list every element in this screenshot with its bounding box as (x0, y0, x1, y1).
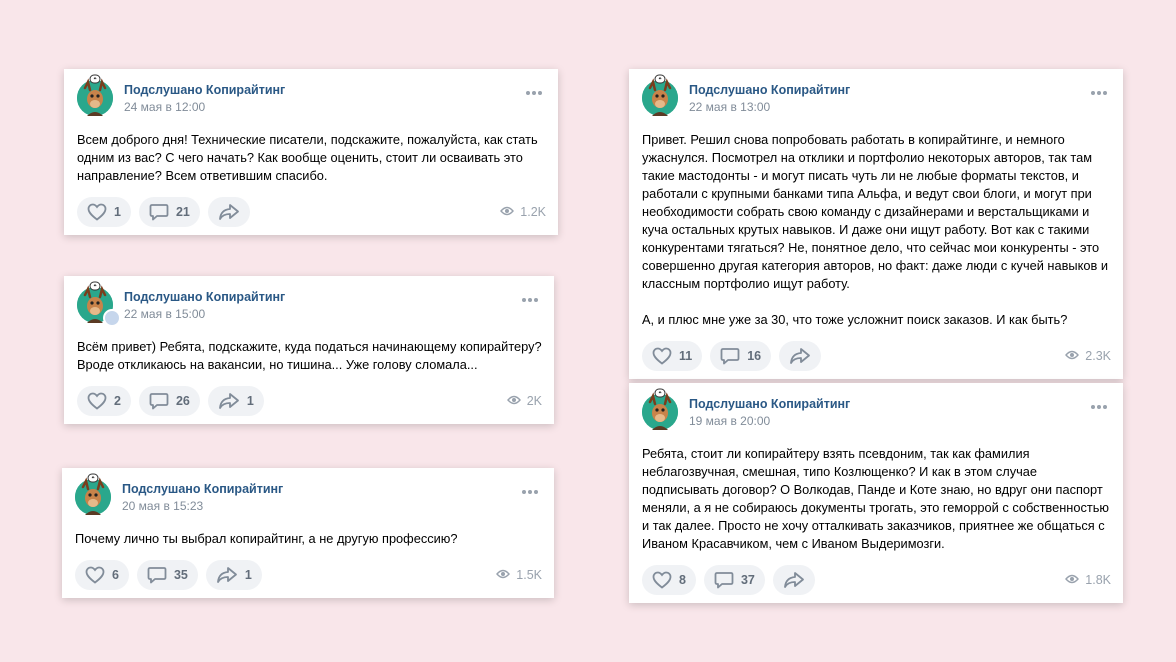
comment-count: 16 (747, 349, 762, 363)
post-author[interactable]: Подслушано Копирайтинг (689, 82, 851, 97)
comment-icon (714, 571, 734, 589)
post-card (629, 383, 1123, 603)
views-counter (496, 568, 542, 582)
avatar-icon[interactable] (642, 76, 678, 116)
post-date[interactable]: 24 мая в 12:00 (124, 99, 206, 114)
more-icon[interactable] (526, 91, 542, 95)
comment-button[interactable] (139, 197, 200, 227)
heart-icon (87, 203, 107, 221)
comment-button[interactable] (137, 560, 198, 590)
like-button[interactable] (642, 565, 696, 595)
views-count: 1.5K (516, 568, 542, 582)
avatar-badge-icon (103, 309, 121, 327)
share-count: 1 (244, 568, 252, 582)
share-button[interactable] (773, 565, 815, 595)
svg-text:❝: ❝ (91, 475, 95, 483)
share-count: 1 (246, 394, 254, 408)
like-button[interactable] (77, 386, 131, 416)
more-icon[interactable] (1091, 91, 1107, 95)
share-icon (789, 347, 811, 365)
views-counter (500, 205, 546, 219)
post-actions (75, 560, 542, 590)
post-header (77, 69, 546, 123)
share-button[interactable] (208, 197, 250, 227)
like-count: 11 (679, 349, 693, 363)
avatar-icon[interactable] (77, 76, 113, 116)
like-count: 8 (679, 573, 686, 587)
share-icon (783, 571, 805, 589)
post-header (75, 468, 542, 522)
post-actions (642, 565, 1111, 595)
comment-button[interactable] (139, 386, 200, 416)
comment-count: 21 (175, 205, 190, 219)
like-count: 2 (114, 394, 121, 408)
post-text: Всем доброго дня! Технические писатели, подскажите, пожалуйста, как стать одним из вас? С чего начать? Как вообще оценить, стоит ли осваивать это направление? Всем ответившим спасибо. (77, 132, 538, 183)
avatar-icon[interactable] (77, 283, 113, 323)
post-actions (77, 197, 546, 227)
post-date[interactable]: 22 мая в 15:00 (124, 306, 206, 321)
post-date[interactable]: 20 мая в 15:23 (122, 498, 204, 513)
post-text: Всём привет) Ребята, подскажите, куда податься начинающему копирайтеру? Вроде откликаюсь на вакансии, но тишина... Уже голову сломала... (77, 339, 542, 372)
like-button[interactable] (642, 341, 702, 371)
views-count: 2.3K (1085, 349, 1111, 363)
like-button[interactable] (75, 560, 129, 590)
share-icon (218, 392, 240, 410)
post-header (642, 69, 1111, 123)
post-text: Почему лично ты выбрал копирайтинг, а не другую профессию? (75, 531, 458, 546)
share-button[interactable] (206, 560, 262, 590)
post-author[interactable]: Подслушано Копирайтинг (122, 481, 284, 496)
comment-button[interactable] (710, 341, 771, 371)
svg-text:❝: ❝ (93, 283, 97, 291)
post-actions (642, 341, 1111, 371)
eye-icon (1065, 573, 1085, 587)
post-header (642, 383, 1111, 437)
heart-icon (85, 566, 105, 584)
post-actions (77, 386, 542, 416)
post-card (62, 468, 554, 598)
views-count: 2K (526, 394, 542, 408)
comment-count: 26 (175, 394, 190, 408)
share-icon (218, 203, 240, 221)
eye-icon (1065, 349, 1085, 363)
views-counter (1065, 573, 1111, 587)
avatar-icon[interactable] (75, 475, 111, 515)
post-card (64, 69, 558, 235)
avatar-icon[interactable] (642, 390, 678, 430)
share-button[interactable] (208, 386, 264, 416)
comment-count: 37 (740, 573, 755, 587)
post-header (77, 276, 542, 330)
svg-text:❝: ❝ (658, 390, 662, 398)
post-author[interactable]: Подслушано Копирайтинг (689, 396, 851, 411)
comment-icon (149, 203, 169, 221)
post-text: Привет. Решил снова попробовать работать в копирайтинге, и немного ужаснулся. Посмотрел на отклики и портфолио некоторых авторов, так там такие мастодонты - и могут писать чуть ли не любые форматы текстов, и работали с крупными банками типа Альфа, и ведут свои блоги, и могут при необходимости собрать свою команду с дизайнерами и верстальщиками и куча остальных крутых навыков. И даже они ищут работу. Вот как с такими конкурентами тягаться? Не, понятное дело, что сейчас мои конкуренты - это совершенно другая категория авторов, но факт: даже люди с кучей навыков и классным портфолио ищут работу. А, и плюс мне уже за 30, что тоже усложнит поиск заказов. И как быть? (642, 132, 1108, 327)
post-date[interactable]: 19 мая в 20:00 (689, 413, 771, 428)
share-button[interactable] (779, 341, 821, 371)
post-author[interactable]: Подслушано Копирайтинг (124, 289, 286, 304)
comment-count: 35 (173, 568, 188, 582)
heart-icon (87, 392, 107, 410)
eye-icon (507, 394, 527, 408)
like-count: 1 (114, 205, 121, 219)
eye-icon (496, 568, 516, 582)
post-author[interactable]: Подслушано Копирайтинг (124, 82, 286, 97)
share-icon (216, 566, 238, 584)
views-counter (1065, 349, 1111, 363)
more-icon[interactable] (1091, 405, 1107, 409)
heart-icon (652, 347, 672, 365)
post-date[interactable]: 22 мая в 13:00 (689, 99, 771, 114)
eye-icon (500, 205, 520, 219)
svg-text:❝: ❝ (93, 76, 97, 84)
like-count: 6 (112, 568, 119, 582)
views-count: 1.2K (520, 205, 546, 219)
post-card (64, 276, 554, 424)
svg-text:❝: ❝ (658, 76, 662, 84)
comment-icon (720, 347, 740, 365)
comment-icon (147, 566, 167, 584)
views-counter (507, 394, 542, 408)
more-icon[interactable] (522, 298, 538, 302)
views-count: 1.8K (1085, 573, 1111, 587)
post-text: Ребята, стоит ли копирайтеру взять псевдоним, так как фамилия неблагозвучная, смешная, типо Козлющенко? И как в этом случае подписывать договор? О Волкодав, Панде и Коте знаю, но вдруг они паспорт меняли, а я не собираюсь документы трогать, это геморрой с собственностью и так далее. Просто не хочу отталкивать заказчиков, приятнее же общаться с Иваном Красавчиком, чем с Иваном Выдеримозги. (642, 446, 1109, 551)
heart-icon (652, 571, 672, 589)
post-card (629, 69, 1123, 379)
comment-button[interactable] (704, 565, 765, 595)
like-button[interactable] (77, 197, 131, 227)
comment-icon (149, 392, 169, 410)
more-icon[interactable] (522, 490, 538, 494)
